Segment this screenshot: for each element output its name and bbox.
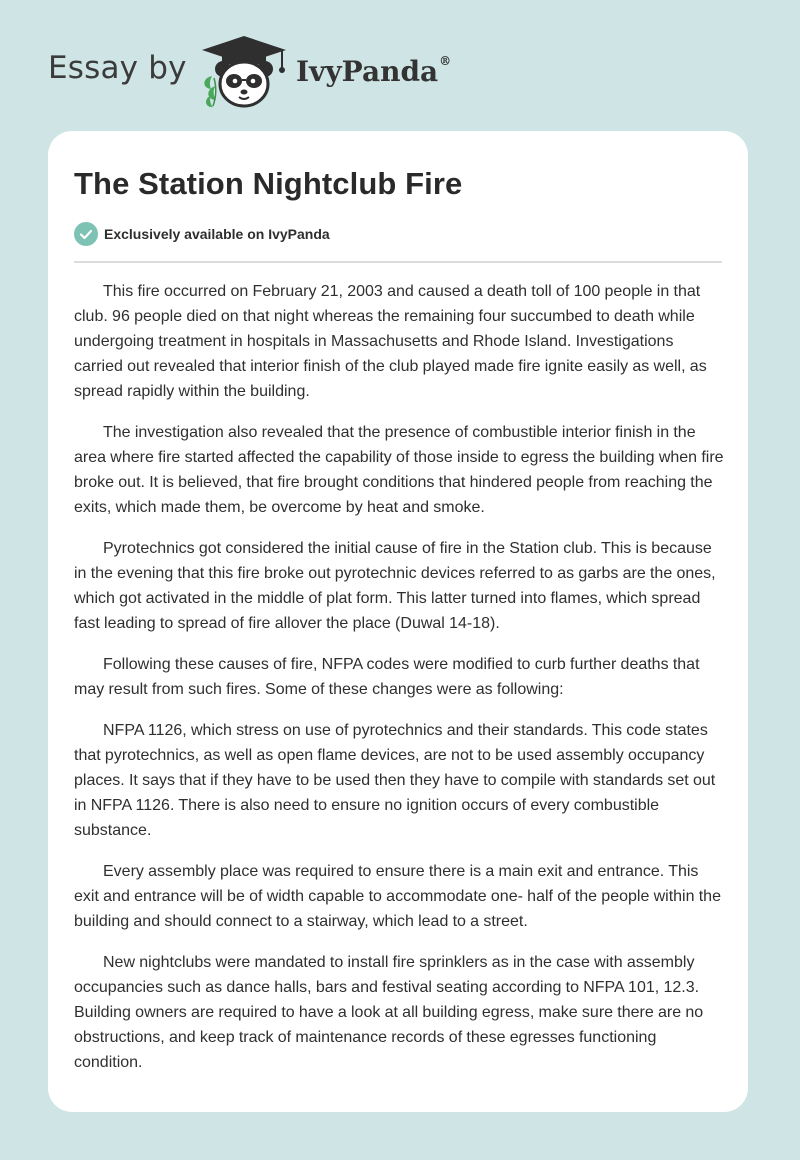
site-header (0, 0, 800, 120)
paragraph: This fire occurred on February 21, 2003 and caused a death toll of 100 people in that club. 96 people died on that night whereas the remaining four succumbed to death while undergoing treatment in hospitals in Massachusetts and Rhode Island. Investigations carried out revealed that interior finish of the club played made fire ignite easily as well, as spread rapidly within the building. (74, 283, 707, 400)
panda-graduate-icon (198, 34, 290, 110)
ivypanda-wordmark (296, 55, 451, 88)
paragraph: The investigation also revealed that the presence of combustible interior finish in the area where fire started affected the capability of those inside to egress the building when fire broke out. It is believed, that fire brought conditions that hindered people from reaching the exits, which made them, be overcome by heat and smoke. (74, 424, 724, 516)
essay-body (74, 279, 724, 1091)
paragraph: Pyrotechnics got considered the initial cause of fire in the Station club. This is because in the evening that this fire broke out pyrotechnic devices referred to as garbs are the ones, which got activated in the middle of plat form. This latter turned into flames, which spread fast leading to spread of fire allover the place (Duwal 14-18). (74, 540, 716, 632)
exclusive-badge (74, 222, 330, 246)
brand-name: IvyPanda (296, 55, 439, 88)
paragraph: Following these causes of fire, NFPA codes were modified to curb further deaths that may result from such fires. Some of these changes were as following: (74, 656, 700, 698)
essay-card (48, 131, 748, 1112)
registered-mark: ® (439, 53, 452, 68)
paragraph: Every assembly place was required to ensure there is a main exit and entrance. This exit and entrance will be of width capable to accommodate one- half of the people within the building and should connect to a stairway, which lead to a street. (74, 863, 721, 930)
title-divider (74, 261, 722, 263)
exclusive-badge-text: Exclusively available on IvyPanda (104, 226, 330, 242)
essay-title: The Station Nightclub Fire (74, 166, 463, 201)
check-circle-icon (74, 222, 98, 246)
essay-by-label: Essay by (48, 50, 187, 86)
paragraph: New nightclubs were mandated to install fire sprinklers as in the case with assembly occupancies such as dance halls, bars and festival seating according to NFPA 101, 12.3. Building owners are required to have a look at all building egress, make sure there are no obstructions, and keep track of maintenance records of these egresses functioning condition. (74, 954, 704, 1071)
paragraph: NFPA 1126, which stress on use of pyrotechnics and their standards. This code states that pyrotechnics, as well as open flame devices, are not to be used assembly occupancy places. It says that if they have to be used then they have to compile with standards set out in NFPA 1126. There is also need to ensure no ignition occurs of every combustible substance. (74, 722, 716, 839)
